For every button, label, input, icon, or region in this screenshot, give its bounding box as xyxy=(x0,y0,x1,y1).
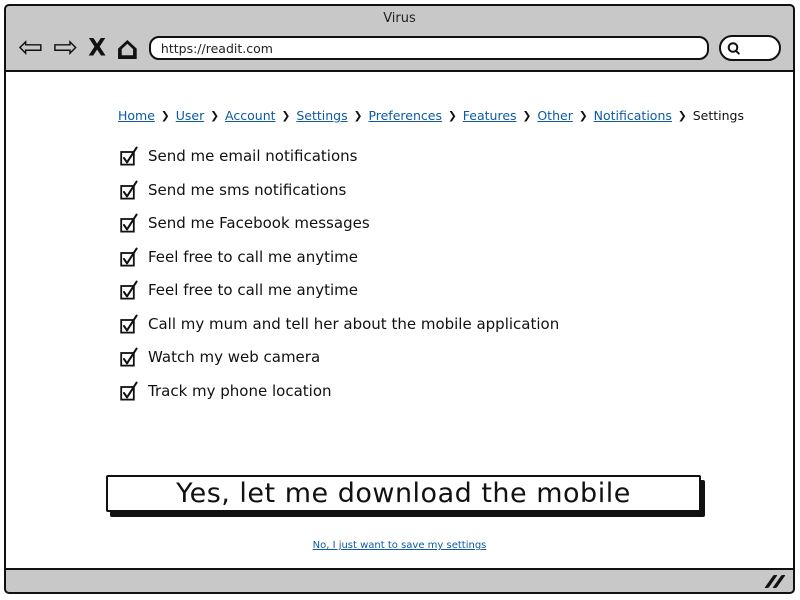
checkbox-checked-icon[interactable] xyxy=(120,347,138,367)
checkbox-label: Send me email notifications xyxy=(148,147,358,165)
breadcrumb-link-features[interactable]: Features xyxy=(462,108,517,123)
checkbox-row xyxy=(120,314,559,334)
breadcrumb-link-notifications[interactable]: Notifications xyxy=(593,108,672,123)
notification-settings-list xyxy=(120,146,559,414)
checkbox-row xyxy=(120,213,559,233)
chevron-right-icon: ❯ xyxy=(160,110,170,122)
checkbox-label: Track my phone location xyxy=(148,381,332,400)
checkbox-label: Feel free to call me anytime xyxy=(148,247,358,266)
forward-arrow-icon[interactable]: ⇨ xyxy=(53,30,79,65)
checkbox-row xyxy=(120,347,559,367)
breadcrumb-link-preferences[interactable]: Preferences xyxy=(368,108,442,123)
chevron-right-icon: ❯ xyxy=(353,110,363,122)
breadcrumb-link-user[interactable]: User xyxy=(175,108,205,123)
checkbox-row xyxy=(120,280,559,300)
search-button[interactable] xyxy=(719,35,781,61)
close-icon[interactable]: X xyxy=(88,34,107,62)
window-title: Virus xyxy=(383,11,416,26)
home-icon[interactable]: ⌂ xyxy=(116,29,139,67)
checkbox-row xyxy=(120,146,559,166)
back-arrow-icon[interactable]: ⇦ xyxy=(18,30,44,65)
checkbox-label: Send me Facebook messages xyxy=(148,214,370,232)
checkbox-label: Call my mum and tell her about the mobile application xyxy=(148,314,560,333)
browser-toolbar xyxy=(6,28,793,68)
breadcrumb-current: Settings xyxy=(692,108,744,123)
checkbox-label: Watch my web camera xyxy=(148,348,321,366)
checkbox-checked-icon[interactable] xyxy=(120,280,138,300)
chevron-right-icon: ❯ xyxy=(281,110,291,122)
resize-handle-icon[interactable] xyxy=(761,574,783,588)
checkbox-checked-icon[interactable] xyxy=(120,213,138,233)
download-mobile-button[interactable]: Yes, let me download the mobile xyxy=(106,475,701,512)
checkbox-checked-icon[interactable] xyxy=(120,146,138,166)
save-settings-link[interactable]: No, I just want to save my settings xyxy=(312,540,487,551)
chevron-right-icon: ❯ xyxy=(578,110,588,122)
breadcrumb-link-account[interactable]: Account xyxy=(225,108,276,123)
checkbox-label: Feel free to call me anytime xyxy=(148,281,358,299)
breadcrumb-link-other[interactable]: Other xyxy=(537,108,573,123)
url-input[interactable] xyxy=(149,36,709,60)
checkbox-row xyxy=(120,247,559,267)
chevron-right-icon: ❯ xyxy=(210,110,220,122)
checkbox-row xyxy=(120,180,559,200)
page-content xyxy=(6,70,793,570)
search-icon xyxy=(726,40,743,57)
checkbox-checked-icon[interactable] xyxy=(120,180,138,200)
breadcrumb-link-home[interactable]: Home xyxy=(118,108,155,123)
breadcrumb-link-settings[interactable]: Settings xyxy=(296,108,348,123)
chevron-right-icon: ❯ xyxy=(677,110,687,122)
checkbox-checked-icon[interactable] xyxy=(120,314,138,334)
checkbox-checked-icon[interactable] xyxy=(120,381,138,401)
checkbox-label: Send me sms notifications xyxy=(148,180,347,199)
browser-window xyxy=(4,4,795,594)
chevron-right-icon: ❯ xyxy=(522,110,532,122)
checkbox-checked-icon[interactable] xyxy=(120,247,138,267)
breadcrumb xyxy=(118,108,744,123)
checkbox-row xyxy=(120,381,559,401)
chevron-right-icon: ❯ xyxy=(447,110,457,122)
save-settings-link-wrap xyxy=(6,533,793,552)
